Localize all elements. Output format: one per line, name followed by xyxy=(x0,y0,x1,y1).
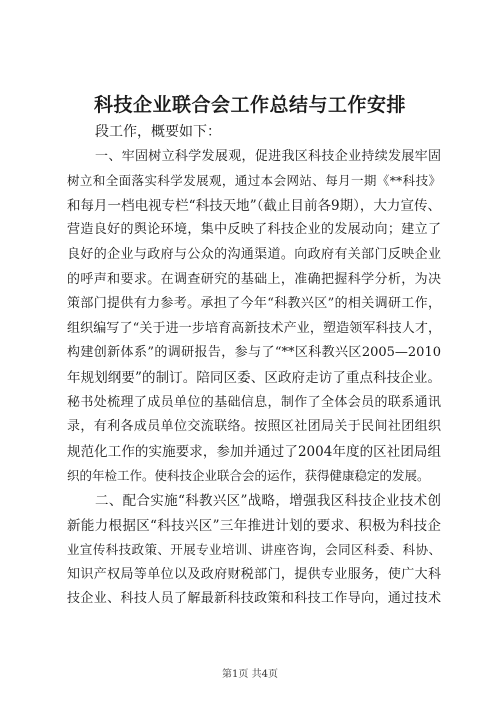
document-body xyxy=(67,120,441,612)
text-line: 良好的企业与政府与公众的沟通渠道。向政府有关部门反映企业 xyxy=(67,246,441,262)
text-line: 一、牢固树立科学发展观，促进我区科技企业持续发展牢固 xyxy=(95,148,441,164)
page-footer: 第1页 共4页 xyxy=(222,669,278,680)
text-line: 营造良好的舆论环境，集中反映了科技企业的发展动向；建立了 xyxy=(67,222,441,238)
text-line: 录，有利各成员单位交流联络。按照区社团局关于民间社团组织 xyxy=(67,419,441,435)
text-line: 策部门提供有力参考。承担了今年“科教兴区”的相关调研工作， xyxy=(67,296,441,312)
text-line: 的呼声和要求。在调查研究的基础上，准确把握科学分析，为决 xyxy=(67,271,441,287)
text-line: 知识产权局等单位以及政府财税部门，提供专业服务，使广大科 xyxy=(67,566,441,582)
text-line: 秘书处梳理了成员单位的基础信息，制作了全体会员的联系通讯 xyxy=(67,394,441,410)
text-line: 织的年检工作。使科技企业联合会的运作，获得健康稳定的发展。 xyxy=(67,468,430,484)
text-line: 规范化工作的实施要求，参加并通过了2004年度的区社团局组 xyxy=(67,443,441,460)
text-line: 技企业、科技人员了解最新科技政策和科技工作导向，通过技术 xyxy=(67,591,441,607)
text-line: 二、配合实施“科教兴区”战略，增强我区科技企业技术创 xyxy=(95,492,441,509)
text-line: 和每月一档电视专栏“科技天地”（截止目前各9期），大力宣传、 xyxy=(67,197,441,214)
text-line: 业宣传科技政策、开展专业培训、讲座咨询，会同区科委、科协、 xyxy=(67,542,441,558)
text-line: 段工作，概要如下： xyxy=(95,124,221,140)
text-line: 树立和全面落实科学发展观，通过本会网站、每月一期《**科技》 xyxy=(67,173,441,189)
text-line: 构建创新体系”的调研报告，参与了“**区科教兴区2005—2010 xyxy=(67,345,441,361)
document-title: 科技企业联合会工作总结与工作安排 xyxy=(93,94,406,116)
text-line: 新能力根据区“科技兴区”三年推进计划的要求、积极为科技企 xyxy=(67,517,441,534)
text-line: 组织编写了“关于进一步培育高新技术产业，塑造领军科技人才， xyxy=(67,320,441,336)
text-line: 年规划纲要”的制订。陪同区委、区政府走访了重点科技企业。 xyxy=(67,369,441,386)
